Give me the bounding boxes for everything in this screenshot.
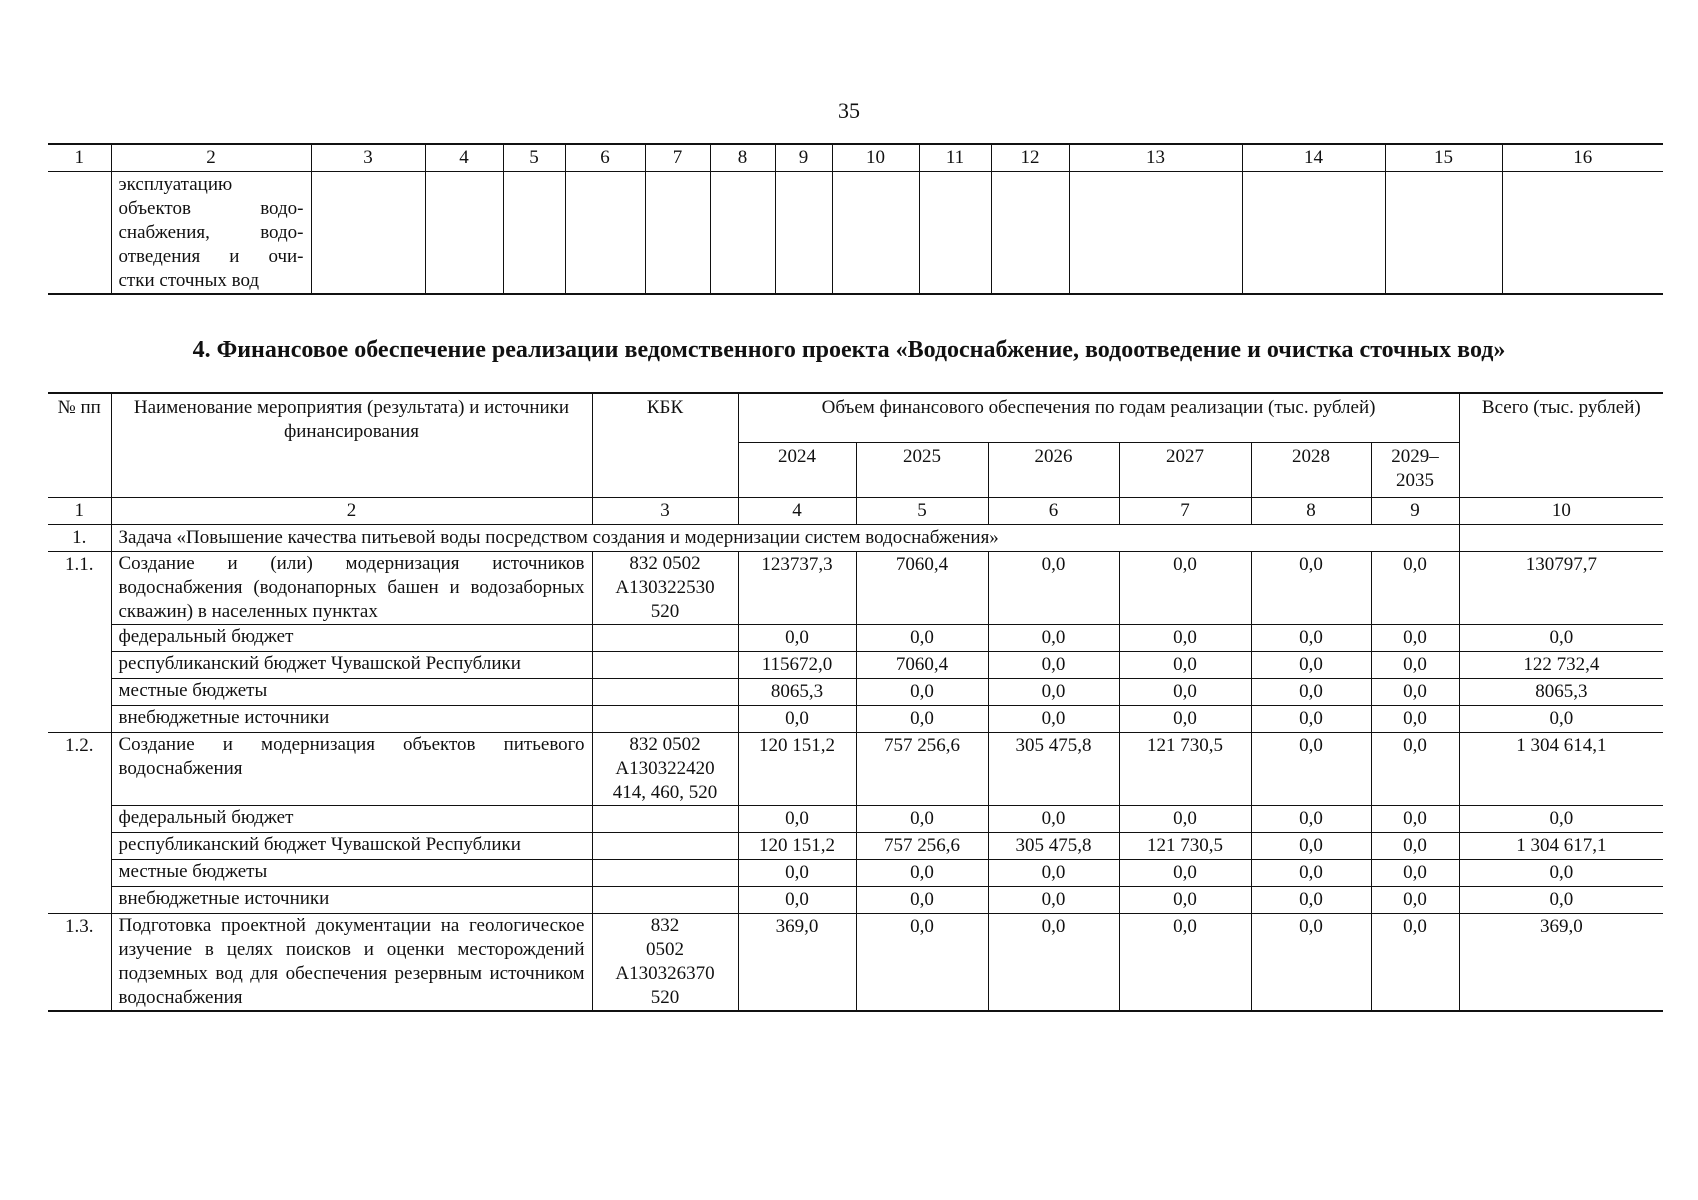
header-year: 2024 xyxy=(738,443,856,498)
year-value: 0,0 xyxy=(1251,806,1371,833)
column-number-cell: 15 xyxy=(1385,144,1502,172)
item-name: Создание и модернизация объектов питьевого водоснабжения xyxy=(111,733,592,806)
column-number-cell: 11 xyxy=(919,144,991,172)
column-number-cell: 4 xyxy=(425,144,503,172)
year-value: 0,0 xyxy=(1251,860,1371,887)
year-value: 0,0 xyxy=(1371,914,1459,1012)
header-num: № пп xyxy=(48,393,111,498)
year-value: 0,0 xyxy=(1251,679,1371,706)
year-value: 0,0 xyxy=(738,860,856,887)
kbk-line: 520 xyxy=(650,987,680,1008)
source-row xyxy=(48,887,1663,914)
column-number-cell: 4 xyxy=(738,498,856,525)
year-value: 0,0 xyxy=(988,706,1119,733)
year-value: 0,0 xyxy=(1119,652,1251,679)
year-value: 0,0 xyxy=(988,679,1119,706)
task-total xyxy=(1459,525,1663,552)
column-number-cell: 1 xyxy=(48,144,111,172)
column-number-cell: 9 xyxy=(775,144,832,172)
item-num: 1.1. xyxy=(48,552,111,733)
column-number-cell: 10 xyxy=(832,144,919,172)
header-name: Наименование мероприятия (результата) и источники финансирования xyxy=(111,393,592,498)
source-row xyxy=(48,860,1663,887)
total-value: 8065,3 xyxy=(1459,679,1663,706)
year-value: 0,0 xyxy=(1371,860,1459,887)
year-value: 120 151,2 xyxy=(738,733,856,806)
kbk-line: А130322420 xyxy=(615,758,715,779)
source-name: внебюджетные источники xyxy=(111,706,592,733)
total-value: 1 304 617,1 xyxy=(1459,833,1663,860)
total-value: 0,0 xyxy=(1459,706,1663,733)
kbk-line: 832 0502 xyxy=(629,734,701,755)
header-volume: Объем финансового обеспечения по годам реализации (тыс. рублей) xyxy=(738,393,1459,443)
column-number-cell: 6 xyxy=(988,498,1119,525)
column-number-cell: 14 xyxy=(1242,144,1385,172)
year-value: 0,0 xyxy=(856,887,988,914)
source-name: республиканский бюджет Чувашской Республики xyxy=(111,652,592,679)
year-value: 0,0 xyxy=(988,552,1119,625)
year-value: 0,0 xyxy=(1251,914,1371,1012)
year-value: 120 151,2 xyxy=(738,833,856,860)
kbk-line: 832 xyxy=(650,915,680,936)
column-number-cell: 7 xyxy=(1119,498,1251,525)
year-value: 121 730,5 xyxy=(1119,833,1251,860)
item-name: Подготовка проектной документации на геологическое изучение в целях поисков и оценки месторождений подземных вод для обеспечения резервным источником водоснабжения xyxy=(111,914,592,1012)
year-value: 0,0 xyxy=(1119,806,1251,833)
column-number-cell: 3 xyxy=(311,144,425,172)
column-number-cell: 5 xyxy=(856,498,988,525)
column-number-cell: 8 xyxy=(710,144,775,172)
item-num: 1.3. xyxy=(48,914,111,1012)
source-kbk xyxy=(592,706,738,733)
year-value: 0,0 xyxy=(856,860,988,887)
year-value: 0,0 xyxy=(1251,733,1371,806)
year-value: 0,0 xyxy=(1119,706,1251,733)
source-name: республиканский бюджет Чувашской Республики xyxy=(111,833,592,860)
column-number-cell: 9 xyxy=(1371,498,1459,525)
year-value: 0,0 xyxy=(738,625,856,652)
year-value: 0,0 xyxy=(988,914,1119,1012)
item-name: Создание и (или) модернизация источников водоснабжения (водонапорных башен и водозаборных скважин) в населенных пунктах xyxy=(111,552,592,625)
year-value: 0,0 xyxy=(1251,625,1371,652)
item-row xyxy=(48,733,1663,806)
source-row xyxy=(48,806,1663,833)
year-value: 0,0 xyxy=(988,652,1119,679)
year-value: 0,0 xyxy=(1251,552,1371,625)
year-value: 0,0 xyxy=(988,860,1119,887)
year-value: 0,0 xyxy=(1119,887,1251,914)
source-name: местные бюджеты xyxy=(111,860,592,887)
item-row xyxy=(48,552,1663,625)
continuation-text-line: объектов водо- xyxy=(118,198,304,219)
source-row xyxy=(48,833,1663,860)
total-value: 0,0 xyxy=(1459,625,1663,652)
source-row xyxy=(48,652,1663,679)
column-number-cell: 13 xyxy=(1069,144,1242,172)
source-row xyxy=(48,679,1663,706)
item-row xyxy=(48,914,1663,1012)
task-num: 1. xyxy=(48,525,111,552)
year-value: 305 475,8 xyxy=(988,833,1119,860)
continuation-text-line: стки сточных вод xyxy=(118,270,260,291)
source-name: внебюджетные источники xyxy=(111,887,592,914)
column-number-cell: 3 xyxy=(592,498,738,525)
year-value: 0,0 xyxy=(1371,806,1459,833)
year-value: 0,0 xyxy=(1251,652,1371,679)
year-value: 757 256,6 xyxy=(856,833,988,860)
year-value: 0,0 xyxy=(1371,706,1459,733)
source-row xyxy=(48,625,1663,652)
year-value: 305 475,8 xyxy=(988,733,1119,806)
column-number-row xyxy=(48,498,1663,525)
header-year: 2026 xyxy=(988,443,1119,498)
source-name: местные бюджеты xyxy=(111,679,592,706)
source-row xyxy=(48,706,1663,733)
source-kbk xyxy=(592,860,738,887)
task-row xyxy=(48,525,1663,552)
year-value: 123737,3 xyxy=(738,552,856,625)
year-value: 0,0 xyxy=(1251,887,1371,914)
total-value: 130797,7 xyxy=(1459,552,1663,625)
year-value: 7060,4 xyxy=(856,552,988,625)
year-value: 121 730,5 xyxy=(1119,733,1251,806)
kbk-line: 0502 xyxy=(646,939,684,960)
column-number-cell: 2 xyxy=(111,498,592,525)
year-value: 0,0 xyxy=(1371,625,1459,652)
column-number-cell: 1 xyxy=(48,498,111,525)
year-value: 7060,4 xyxy=(856,652,988,679)
kbk-line: А130322530 xyxy=(615,577,715,598)
year-value: 0,0 xyxy=(738,706,856,733)
year-value: 115672,0 xyxy=(738,652,856,679)
continuation-text xyxy=(111,172,311,295)
column-number-cell: 12 xyxy=(991,144,1069,172)
year-value: 0,0 xyxy=(1119,625,1251,652)
year-value: 0,0 xyxy=(1371,887,1459,914)
column-number-cell: 5 xyxy=(503,144,565,172)
source-kbk xyxy=(592,806,738,833)
source-kbk xyxy=(592,652,738,679)
year-value: 0,0 xyxy=(1371,652,1459,679)
kbk-line: А130326370 xyxy=(615,963,715,984)
section-title: 4. Финансовое обеспечение реализации ведомственного проекта «Водоснабжение, водоотведение и очистка сточных вод» xyxy=(192,337,1506,363)
column-number-cell: 6 xyxy=(565,144,645,172)
item-kbk xyxy=(592,733,738,806)
header-total: Всего (тыс. рублей) xyxy=(1459,393,1663,498)
total-value: 369,0 xyxy=(1459,914,1663,1012)
continuation-table xyxy=(48,143,1663,295)
header-year: 2028 xyxy=(1251,443,1371,498)
header-row xyxy=(48,393,1663,443)
continuation-text-line: отведения и очи- xyxy=(118,246,304,267)
total-value: 0,0 xyxy=(1459,860,1663,887)
total-value: 0,0 xyxy=(1459,887,1663,914)
continuation-text-line: эксплуатацию xyxy=(118,174,233,195)
year-value: 0,0 xyxy=(1371,679,1459,706)
total-value: 122 732,4 xyxy=(1459,652,1663,679)
year-value: 0,0 xyxy=(1119,552,1251,625)
page-number: 35 xyxy=(838,98,860,123)
year-value: 0,0 xyxy=(988,625,1119,652)
year-value: 0,0 xyxy=(738,806,856,833)
year-value: 0,0 xyxy=(856,706,988,733)
source-kbk xyxy=(592,887,738,914)
kbk-line: 520 xyxy=(650,601,680,622)
column-number-cell: 8 xyxy=(1251,498,1371,525)
year-value: 0,0 xyxy=(1119,860,1251,887)
year-value: 0,0 xyxy=(1119,914,1251,1012)
item-kbk xyxy=(592,914,738,1012)
continuation-text-line: снабжения, водо- xyxy=(118,222,304,243)
task-text: Задача «Повышение качества питьевой воды посредством создания и модернизации систем водоснабжения» xyxy=(111,525,1459,552)
item-kbk xyxy=(592,552,738,625)
year-value: 0,0 xyxy=(1371,552,1459,625)
year-value: 0,0 xyxy=(856,806,988,833)
continuation-row xyxy=(48,172,1663,295)
finance-table xyxy=(48,392,1663,1012)
total-value: 0,0 xyxy=(1459,806,1663,833)
year-value: 0,0 xyxy=(1371,733,1459,806)
year-value: 8065,3 xyxy=(738,679,856,706)
column-number-cell: 16 xyxy=(1502,144,1663,172)
kbk-line: 414, 460, 520 xyxy=(612,782,718,803)
column-number-cell: 10 xyxy=(1459,498,1663,525)
column-number-cell: 7 xyxy=(645,144,710,172)
header-kbk: КБК xyxy=(592,393,738,498)
header-year: 2027 xyxy=(1119,443,1251,498)
year-value: 0,0 xyxy=(1119,679,1251,706)
total-value: 1 304 614,1 xyxy=(1459,733,1663,806)
source-kbk xyxy=(592,679,738,706)
year-value: 757 256,6 xyxy=(856,733,988,806)
year-value: 0,0 xyxy=(738,887,856,914)
item-num: 1.2. xyxy=(48,733,111,914)
header-year: 2025 xyxy=(856,443,988,498)
source-name: федеральный бюджет xyxy=(111,806,592,833)
source-kbk xyxy=(592,833,738,860)
year-value: 0,0 xyxy=(988,806,1119,833)
year-value: 0,0 xyxy=(1251,706,1371,733)
column-number-cell: 2 xyxy=(111,144,311,172)
source-name: федеральный бюджет xyxy=(111,625,592,652)
year-value: 0,0 xyxy=(856,625,988,652)
year-value: 0,0 xyxy=(1371,833,1459,860)
year-value: 0,0 xyxy=(856,914,988,1012)
year-value: 369,0 xyxy=(738,914,856,1012)
column-number-row xyxy=(48,144,1663,172)
source-kbk xyxy=(592,625,738,652)
year-value: 0,0 xyxy=(856,679,988,706)
kbk-line: 832 0502 xyxy=(629,553,701,574)
year-value: 0,0 xyxy=(988,887,1119,914)
header-year: 2029–2035 xyxy=(1371,443,1459,498)
year-value: 0,0 xyxy=(1251,833,1371,860)
